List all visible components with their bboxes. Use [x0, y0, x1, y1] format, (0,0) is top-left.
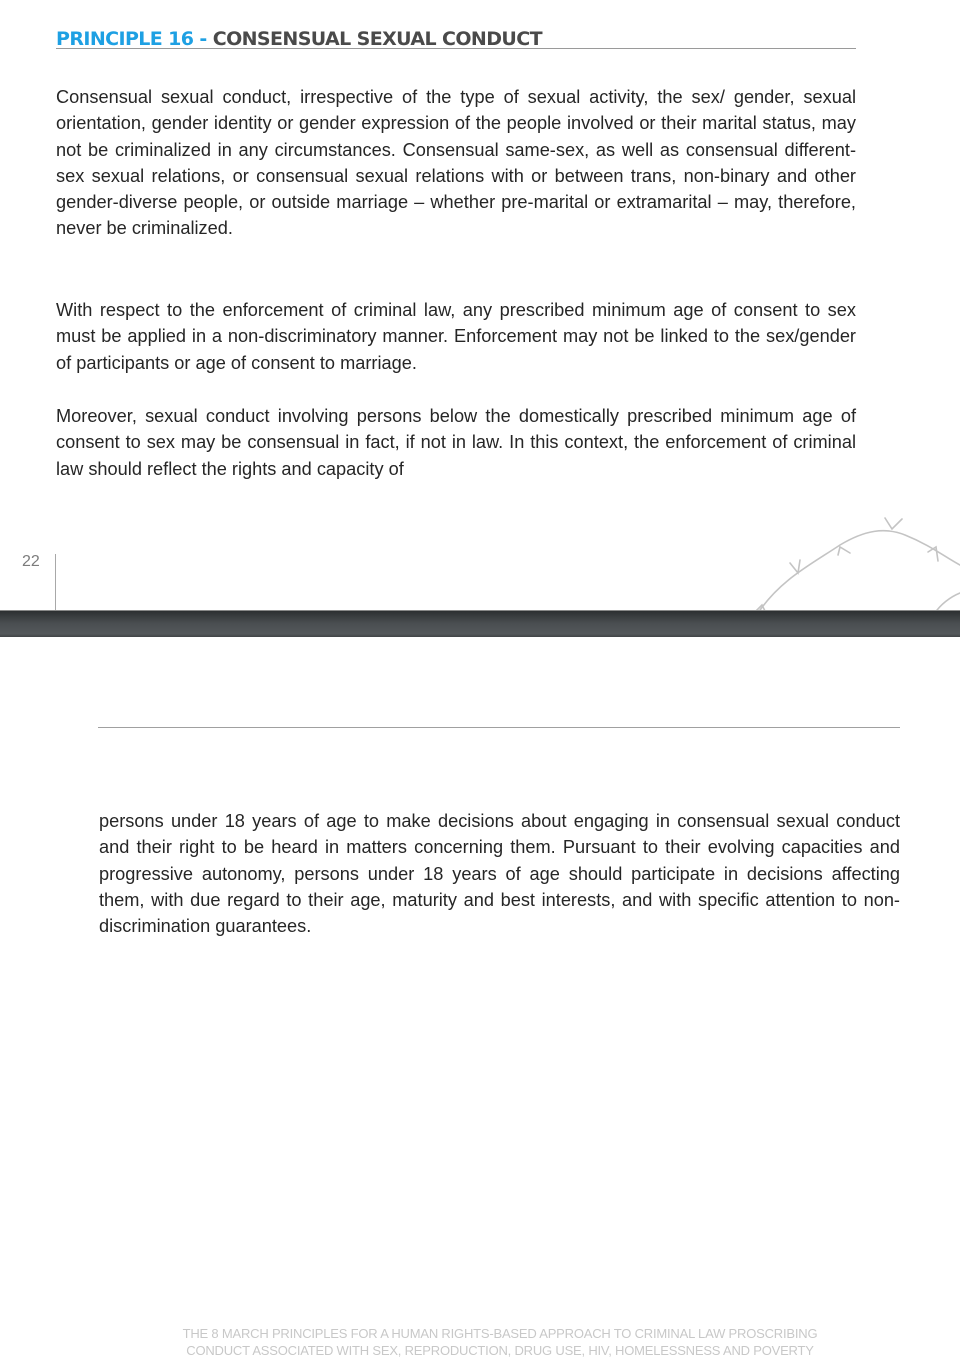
- arrowed-curve-line-art-icon: [740, 505, 960, 615]
- curve-path: [758, 531, 960, 613]
- document-page-22: [0, 0, 960, 612]
- paragraph-text: With respect to the enforcement of criminal law, any prescribed minimum age of consent to sex must be applied in a non-discriminatory manner. Enforcement may not be linked to the sex/gender of participants or age of consent to marriage.: [56, 300, 856, 373]
- principle-title: CONSENSUAL SEXUAL CONDUCT: [212, 28, 542, 50]
- running-header: [100, 1325, 900, 1359]
- paragraph-text: persons under 18 years of age to make decisions about engaging in consensual sexual conduct and their right to be heard in matters concerning them. Pursuant to their evolving capacities and progressive autonomy, persons under 18 years of age should participate in decisions affecting them, with due regard to their age, maturity and best interests, and with specific attention to non-discrimination guarantees.: [99, 811, 900, 937]
- paragraph: [56, 297, 856, 376]
- page-number-divider: [55, 554, 56, 612]
- paragraph: [99, 808, 900, 939]
- arrow-tick: [928, 547, 938, 561]
- running-header-line: CONDUCT ASSOCIATED WITH SEX, REPRODUCTION, DRUG USE, HIV, HOMELESSNESS AND POVERTY: [186, 1343, 814, 1358]
- arrow-tick: [885, 518, 902, 529]
- arrow-tick: [838, 547, 850, 555]
- paragraph-text: Consensual sexual conduct, irrespective of the type of sexual activity, the sex/ gender, sexual orientation, gender identity or gender expression of the people involved or their marital status, may not be criminalized in any circumstances. Consensual same-sex, as well as consensual different-sex sexual relations, or consensual sexual relations with or between trans, non-binary and other gender-diverse people, or outside marriage – whether pre-marital or extramarital – may, therefore, never be criminalized.: [56, 87, 856, 239]
- running-header-line: THE 8 MARCH PRINCIPLES FOR A HUMAN RIGHTS-BASED APPROACH TO CRIMINAL LAW PROSCRIBING: [182, 1326, 818, 1341]
- heading-underline: [56, 48, 856, 49]
- page-separator: [0, 610, 960, 638]
- paragraph: [56, 84, 856, 242]
- paragraph: [56, 403, 856, 482]
- arrow-tick: [790, 560, 800, 573]
- principle-number: PRINCIPLE 16 -: [56, 28, 207, 50]
- running-header-underline: [98, 727, 900, 728]
- principle-heading: [56, 28, 856, 50]
- page-number: 22: [22, 553, 40, 570]
- paragraph-text: Moreover, sexual conduct involving persons below the domestically prescribed minimum age of consent to sex may be consensual in fact, if not in law. In this context, the enforcement of criminal law should reflect the rights and capacity of: [56, 406, 856, 479]
